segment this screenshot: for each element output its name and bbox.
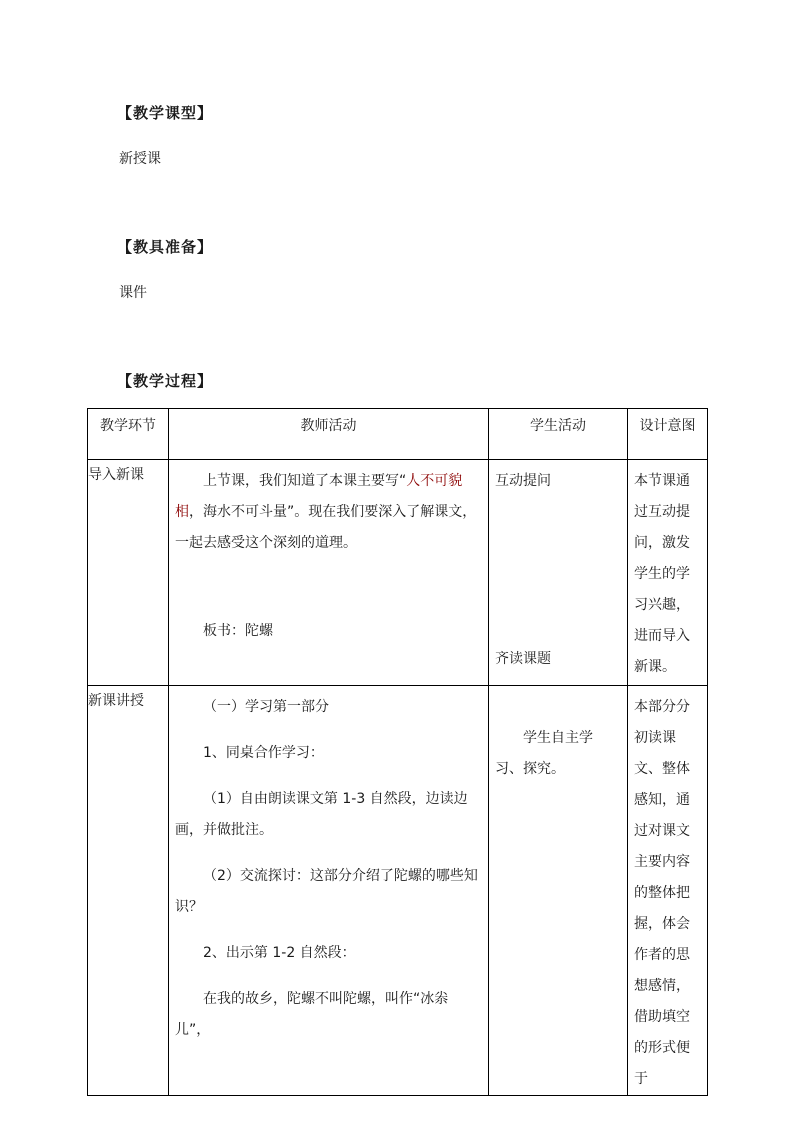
teacher-paragraph [175, 466, 481, 559]
teacher-paragraph: 2、出示第 1-2 自然段： [203, 945, 356, 961]
student-activity-cell [489, 686, 628, 1096]
table-header-row [88, 409, 708, 460]
teacher-paragraph: 1、同桌合作学习： [203, 745, 324, 761]
student-text: 学生自主学习、探究。 [495, 730, 593, 777]
design-intent-cell [628, 686, 708, 1096]
stage-cell [88, 460, 169, 686]
student-activity-cell [489, 460, 628, 686]
section-heading-lesson-type: 【教学课型】 [117, 104, 214, 122]
teacher-paragraph: 板书：陀螺 [203, 623, 273, 639]
table-row [88, 686, 708, 1096]
teacher-paragraph: （一）学习第一部分 [203, 699, 329, 715]
section-heading-materials: 【教具准备】 [117, 238, 214, 256]
teacher-activity-cell [169, 686, 489, 1096]
stage-label: 导入新课 [88, 467, 144, 483]
header-student-activity: 学生活动 [489, 409, 628, 460]
table-row [88, 460, 708, 686]
section-heading-process: 【教学过程】 [117, 372, 214, 390]
lesson-type-text: 新授课 [119, 151, 161, 167]
teaching-process-table [87, 408, 708, 1096]
materials-text: 课件 [119, 285, 147, 301]
stage-label: 新课讲授 [88, 693, 144, 709]
teacher-paragraph: 在我的故乡，陀螺不叫陀螺，叫作“冰尜儿”， [175, 991, 449, 1038]
teacher-text: 上节课，我们知道了本课主要写“ [203, 473, 407, 489]
stage-cell [88, 686, 169, 1096]
teacher-paragraph: （1）自由朗读课文第 1-3 自然段，边读边画，并做批注。 [175, 791, 468, 838]
design-intent-cell [628, 460, 708, 686]
teacher-activity-cell [169, 460, 489, 686]
student-text: 互动提问 [495, 473, 551, 489]
intent-text: 本部分分初读课文、整体感知，通过对课文主要内容的整体把握，体会作者的思想感情，借助填空的形式便于 [634, 699, 690, 1087]
teacher-paragraph: （2）交流探讨：这部分介绍了陀螺的哪些知识？ [175, 868, 478, 915]
student-text: 齐读课题 [495, 651, 551, 667]
header-stage: 教学环节 [88, 409, 169, 460]
intent-text: 本节课通过互动提问，激发学生的学习兴趣，进而导入新课。 [634, 473, 690, 675]
teacher-text: ，海水不可斗量”。现在我们要深入了解课文，一起去感受这个深刻的道理。 [175, 504, 477, 551]
header-teacher-activity: 教师活动 [169, 409, 489, 460]
header-design-intent: 设计意图 [628, 409, 708, 460]
teacher-quote: 人不可貌相 [175, 473, 463, 520]
